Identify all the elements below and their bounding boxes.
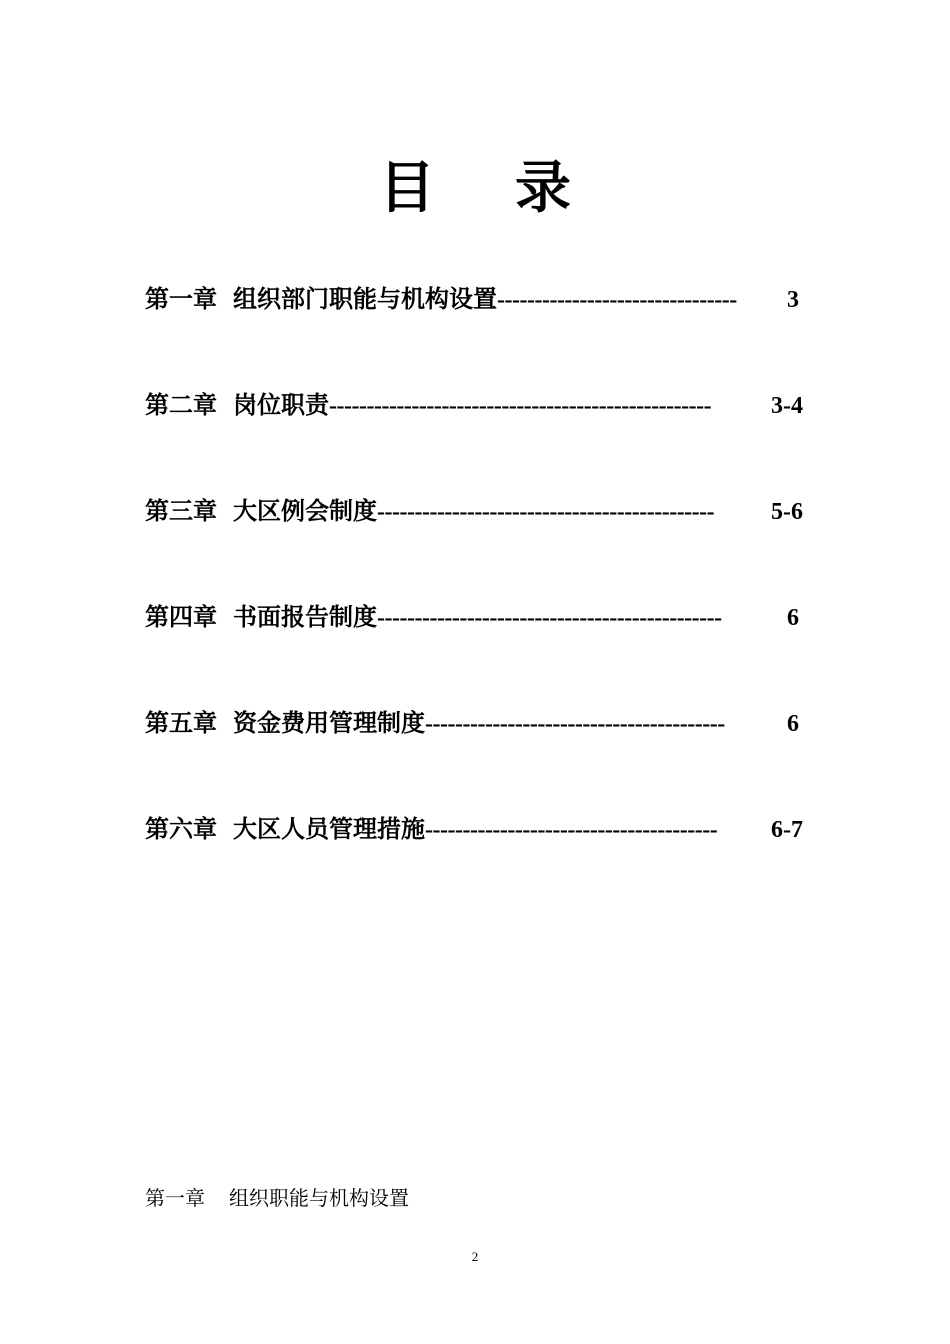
toc-entry[interactable]: [145, 494, 803, 528]
toc-entry[interactable]: [145, 600, 799, 634]
toc-entry[interactable]: [145, 812, 803, 846]
section-chapter: 第一章: [145, 1186, 205, 1210]
toc-entry-name: 组织部门职能与机构设置: [233, 284, 497, 313]
toc-entry-chapter: 第三章: [145, 496, 217, 525]
toc-entry-page: 3: [787, 287, 799, 313]
toc-title-right: 录: [515, 155, 571, 221]
toc-entry-leader: --------------------------------: [497, 287, 737, 313]
toc-entry-leader: ---------------------------------------------------: [329, 393, 712, 419]
toc-entry-leader: ----------------------------------------------: [377, 605, 722, 631]
toc-entry[interactable]: [145, 706, 799, 740]
toc-entry-chapter: 第二章: [145, 390, 217, 419]
toc-entry-leader: ----------------------------------------: [425, 711, 725, 737]
toc-entry-name: 岗位职责: [233, 390, 329, 419]
toc-entry-chapter: 第五章: [145, 708, 217, 737]
section-title: 组织职能与机构设置: [229, 1186, 409, 1210]
page-number: 2: [471, 1249, 479, 1264]
toc-entry-page: 6: [787, 711, 799, 737]
toc-entry-page: 5-6: [771, 499, 803, 525]
toc-entry-chapter: 第六章: [145, 814, 217, 843]
toc-entry-chapter: 第一章: [145, 284, 217, 313]
toc-entry-name: 资金费用管理制度: [233, 708, 425, 737]
toc-entry-name: 大区例会制度: [233, 496, 377, 525]
toc-entry-leader: ---------------------------------------------: [377, 499, 715, 525]
toc-entry-page: 6-7: [771, 817, 803, 843]
toc-entry-name: 书面报告制度: [233, 602, 377, 631]
toc-entry-name: 大区人员管理措施: [233, 814, 425, 843]
toc-title-left: 目: [379, 155, 435, 221]
toc-entry[interactable]: [145, 282, 799, 316]
section-heading: [145, 1184, 409, 1212]
toc-entry-page: 3-4: [771, 393, 803, 419]
toc-entry[interactable]: [145, 388, 803, 422]
toc-title: [0, 152, 950, 224]
toc-entry-page: 6: [787, 605, 799, 631]
toc-entry-leader: ---------------------------------------: [425, 817, 718, 843]
toc-entry-chapter: 第四章: [145, 602, 217, 631]
